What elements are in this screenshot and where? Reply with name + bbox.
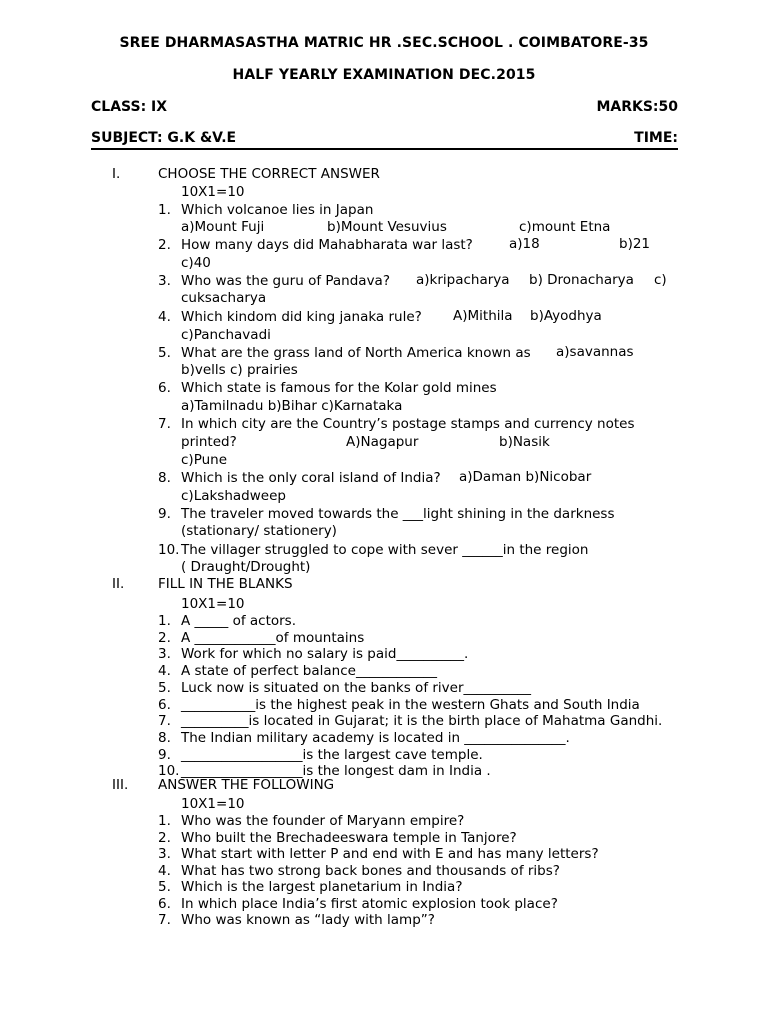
question-text: How many days did Mahabharata war last? xyxy=(181,237,473,253)
option-c: cuksacharya xyxy=(181,290,267,306)
question-number: 8. xyxy=(158,470,171,486)
subject-label: SUBJECT: G.K &V.E xyxy=(91,130,237,146)
question-text: Which state is famous for the Kolar gold mines xyxy=(181,380,497,396)
item-number: 4. xyxy=(158,663,171,680)
question-text: Who was the guru of Pandava? xyxy=(181,273,390,289)
item-text: A state of perfect balance____________ xyxy=(181,663,437,680)
item-number: 5. xyxy=(158,879,171,895)
item-number: 2. xyxy=(158,829,171,846)
question-number: 7. xyxy=(158,416,171,432)
question-text: The villager struggled to cope with sever ______in the region xyxy=(181,542,589,558)
option-a: a)Mount Fuji xyxy=(181,219,265,235)
option-c: c)Panchavadi xyxy=(181,327,271,343)
subject-time-row xyxy=(91,130,678,146)
item-text: A ____________of mountains xyxy=(181,629,365,646)
options-line: a)Tamilnadu b)Bihar c)Karnataka xyxy=(181,398,403,414)
option-b: b) Dronacharya xyxy=(529,272,634,288)
item-number: 6. xyxy=(158,895,171,912)
section-2-number: II. xyxy=(112,576,125,592)
option-b: b)Nasik xyxy=(499,434,550,450)
item-number: 1. xyxy=(158,613,171,629)
question-number: 10. xyxy=(158,542,180,558)
item-text: Who was the founder of Maryann empire? xyxy=(181,813,465,829)
question-number: 2. xyxy=(158,237,171,253)
option-a: a)18 xyxy=(509,236,540,252)
item-number: 9. xyxy=(158,746,171,763)
question-text-continued: printed? xyxy=(181,434,237,450)
option-c: c)mount Etna xyxy=(519,219,611,235)
option-a: a)savannas xyxy=(556,344,634,360)
item-number: 10. xyxy=(158,763,180,780)
section-1-number: I. xyxy=(112,166,121,182)
item-number: 8. xyxy=(158,729,171,746)
option-b: b)Mount Vesuvius xyxy=(327,219,447,235)
item-number: 7. xyxy=(158,912,171,928)
option-c: c)Lakshadweep xyxy=(181,488,286,504)
question-number: 3. xyxy=(158,273,171,289)
section-1-marks: 10X1=10 xyxy=(181,184,245,200)
option-b: b)Ayodhya xyxy=(530,308,602,324)
item-number: 1. xyxy=(158,813,171,829)
options-line: (stationary/ stationery) xyxy=(181,523,337,539)
question-text: Which kindom did king janaka rule? xyxy=(181,309,422,325)
option-c: c)Pune xyxy=(181,452,228,468)
section-3-number: III. xyxy=(112,777,129,793)
item-text: ___________is the highest peak in the western Ghats and South India xyxy=(181,696,640,713)
question-number: 1. xyxy=(158,202,171,218)
option-b: b)21 xyxy=(619,236,651,252)
item-number: 2. xyxy=(158,629,171,646)
options-line: ( Draught/Drought) xyxy=(181,559,311,575)
question-number: 9. xyxy=(158,506,171,522)
item-text: A _____ of actors. xyxy=(181,613,296,629)
item-number: 3. xyxy=(158,846,171,862)
question-number: 5. xyxy=(158,345,171,361)
question-text: Which volcanoe lies in Japan xyxy=(181,202,374,218)
option-a: a)kripacharya xyxy=(416,272,510,288)
item-number: 5. xyxy=(158,679,171,696)
question-text: What are the grass land of North America known as xyxy=(181,345,531,361)
class-marks-row xyxy=(91,99,678,115)
item-text: What start with letter P and end with E and has many letters? xyxy=(181,846,599,862)
item-text: Luck now is situated on the banks of river__________ xyxy=(181,679,532,696)
marks-label: MARKS:50 xyxy=(596,99,678,115)
section-2-marks: 10X1=10 xyxy=(181,596,245,612)
section-2-title: FILL IN THE BLANKS xyxy=(158,576,293,592)
section-3-title: ANSWER THE FOLLOWING xyxy=(158,777,335,793)
question-number: 4. xyxy=(158,309,171,325)
option-c: c)40 xyxy=(181,255,211,271)
section-1-title: CHOOSE THE CORRECT ANSWER xyxy=(158,166,380,182)
item-text: What has two strong back bones and thousands of ribs? xyxy=(181,862,560,879)
item-text: __________________is the longest dam in India . xyxy=(181,763,491,780)
class-label: CLASS: IX xyxy=(91,99,168,115)
question-text: The traveler moved towards the ___light shining in the darkness xyxy=(181,506,615,522)
item-text: Work for which no salary is paid__________. xyxy=(181,646,469,663)
item-text: Who was known as “lady with lamp”? xyxy=(181,912,435,928)
item-number: 4. xyxy=(158,862,171,879)
item-number: 6. xyxy=(158,696,171,713)
option-a: A)Mithila xyxy=(453,308,513,324)
option-c-marker: c) xyxy=(654,272,667,288)
item-text: Who built the Brechadeeswara temple in Tanjore? xyxy=(181,829,517,846)
time-label: TIME: xyxy=(634,130,678,146)
school-name: SREE DHARMASASTHA MATRIC HR .SEC.SCHOOL . COIMBATORE-35 xyxy=(119,35,649,51)
question-text: Which is the only coral island of India? xyxy=(181,470,441,486)
item-number: 7. xyxy=(158,713,171,730)
item-text: __________is located in Gujarat; it is the birth place of Mahatma Gandhi. xyxy=(181,713,663,730)
item-text: In which place India’s first atomic explosion took place? xyxy=(181,895,558,912)
item-text: The Indian military academy is located in _______________. xyxy=(181,729,570,746)
section-3-marks: 10X1=10 xyxy=(181,796,245,812)
option-a: A)Nagapur xyxy=(346,434,419,450)
header-divider xyxy=(91,148,678,150)
item-text: __________________is the largest cave temple. xyxy=(181,746,483,763)
item-number: 3. xyxy=(158,646,171,663)
question-text: In which city are the Country’s postage stamps and currency notes xyxy=(181,416,635,432)
item-text: Which is the largest planetarium in India? xyxy=(181,879,463,895)
exam-title: HALF YEARLY EXAMINATION DEC.2015 xyxy=(232,67,536,83)
options-a-b: a)Daman b)Nicobar xyxy=(459,469,592,485)
question-number: 6. xyxy=(158,380,171,396)
options-continued: b)vells c) prairies xyxy=(181,362,298,378)
